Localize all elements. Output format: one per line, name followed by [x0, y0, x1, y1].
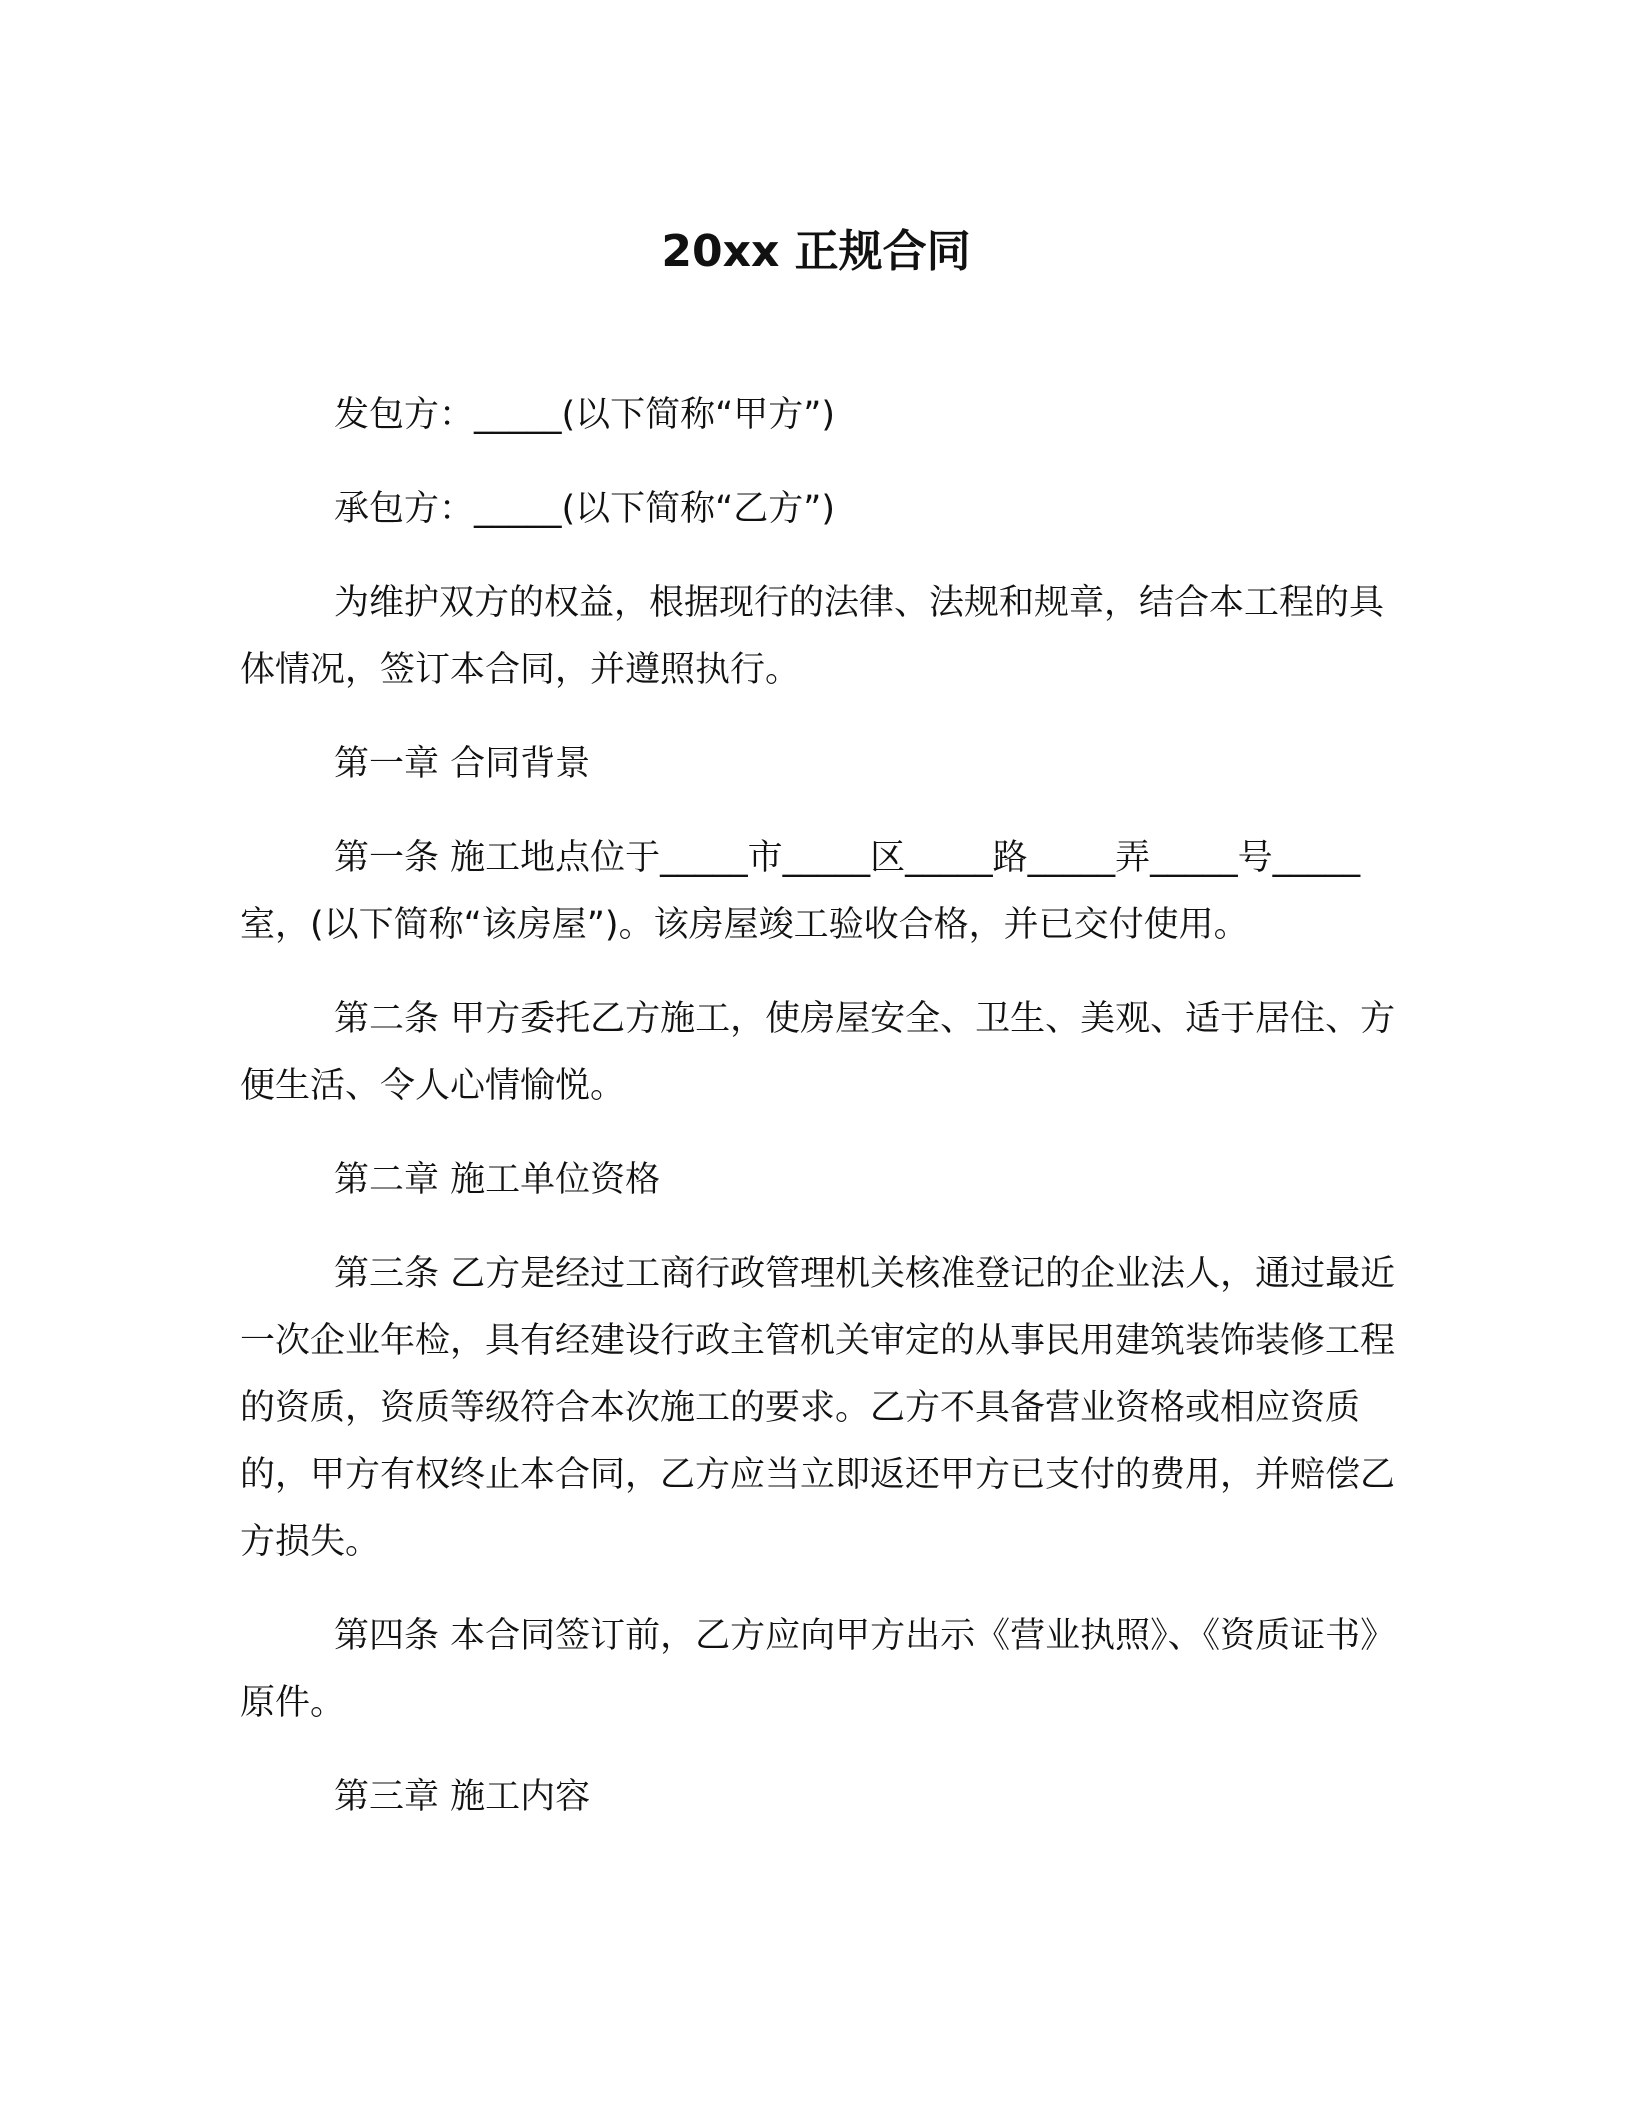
party-a-line: 发包方：_____(以下简称“甲方”): [334, 395, 836, 435]
chapter-3-heading: 第三章 施工内容: [334, 1777, 591, 1817]
chapter-1-heading: 第一章 合同背景: [334, 744, 591, 784]
preamble-paragraph: 为维护双方的权益，根据现行的法律、法规和规章，结合本工程的具体情况，签订本合同，并遵照执行。: [240, 583, 1385, 690]
article-4-paragraph: 第四条 本合同签订前，乙方应向甲方出示《营业执照》、《资质证书》原件。: [240, 1616, 1396, 1723]
article-2-paragraph: 第二条 甲方委托乙方施工，使房屋安全、卫生、美观、适于居住、方便生活、令人心情愉悦。: [240, 999, 1396, 1106]
party-b-line: 承包方：_____(以下简称“乙方”): [334, 489, 836, 529]
document-title: 20xx 正规合同: [661, 226, 971, 277]
chapter-2-heading: 第二章 施工单位资格: [334, 1160, 661, 1200]
article-1-paragraph: 第一条 施工地点位于_____市_____区_____路_____弄_____号_____室，(以下简称“该房屋”)。该房屋竣工验收合格，并已交付使用。: [240, 838, 1361, 945]
article-3-paragraph: 第三条 乙方是经过工商行政管理机关核准登记的企业法人，通过最近一次企业年检，具有经建设行政主管机关审定的从事民用建筑装饰装修工程的资质，资质等级符合本次施工的要求。乙方不具备营业资格或相应资质的，甲方有权终止本合同，乙方应当立即返还甲方已支付的费用，并赔偿乙方损失。: [240, 1254, 1396, 1562]
document-body: [240, 382, 1400, 1858]
